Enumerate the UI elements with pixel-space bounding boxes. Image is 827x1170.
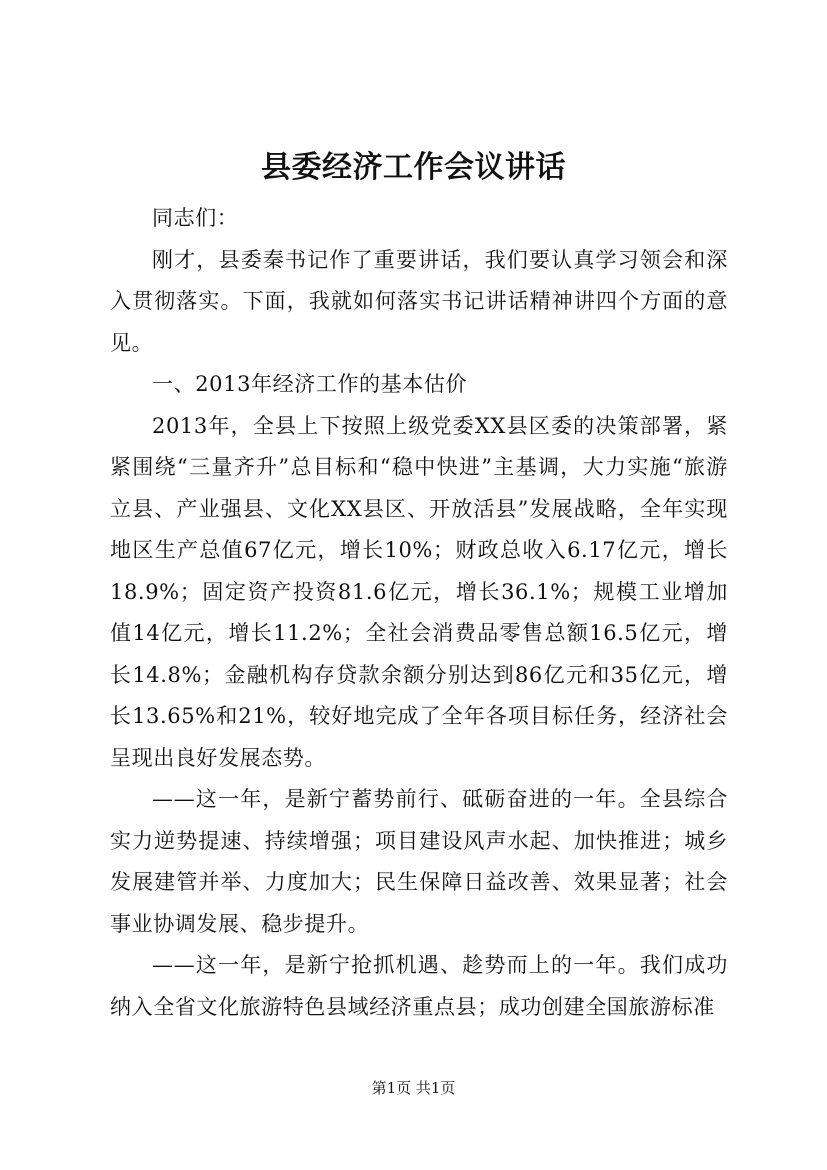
document-title: 县委经济工作会议讲话: [261, 150, 566, 185]
document-body: [110, 198, 728, 1028]
paragraph-intro: 刚才，县委秦书记作了重要讲话，我们要认真学习领会和深入贯彻落实。下面，我就如何落实书记讲话精神讲四个方面的意见。: [110, 247, 728, 355]
paragraph-highlight-2: ——这一年，是新宁抢抓机遇、趁势而上的一年。我们成功纳入全省文化旅游特色县域经济重点县；成功创建全国旅游标准: [110, 953, 728, 1019]
page-footer: 第1页 共1页: [371, 1079, 456, 1097]
section-heading: 一、2013年经济工作的基本估价: [152, 372, 468, 396]
salutation: 同志们：: [152, 206, 239, 230]
paragraph-highlight-1: ——这一年，是新宁蓄势前行、砥砺奋进的一年。全县综合实力逆势提速、持续增强；项目建设风声水起、加快推进；城乡发展建管并举、力度加大；民生保障日益改善、效果显著；社会事业协调发展、稳步提升。: [110, 787, 728, 936]
paragraph-summary: 2013年，全县上下按照上级党委XX县区委的决策部署，紧紧围绕“三量齐升”总目标和“稳中快进”主基调，大力实施“旅游立县、产业强县、文化XX县区、开放活县”发展战略，全年实现地区生产总值67亿元，增长10%；财政总收入6.17亿元，增长18.9%；固定资产投资81.6亿元，增长36.1%；规模工业增加值14亿元，增长11.2%；全社会消费品零售总额16.5亿元，增长14.8%；金融机构存贷款余额分别达到86亿元和35亿元，增长13.65%和21%，较好地完成了全年各项目标任务，经济社会呈现出良好发展态势。: [110, 413, 728, 770]
